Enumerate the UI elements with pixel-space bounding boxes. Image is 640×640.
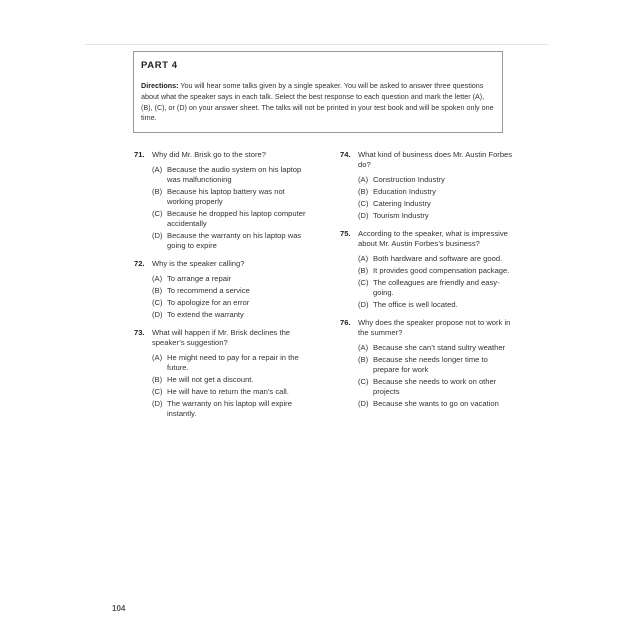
answer-options [358,254,515,310]
directions-box [133,51,503,133]
option-text: It provides good compensation package. [373,266,510,275]
option-letter: (C) [358,199,369,208]
question-stem [340,318,515,338]
option-letter: (B) [152,187,163,196]
option-text: The office is well located. [373,300,458,309]
option-letter: (D) [152,231,163,240]
option-letter: (D) [358,300,369,309]
directions-body: You will hear some talks given by a single speaker. You will be asked to answer three questions about what the speaker says in each talk. Select the best response to each question and mark the letter (A), (B), (C), or (D) on your answer sheet. The talks will not be printed in your test book and will be spoken only one time. [141,81,494,123]
option-text: Education Industry [373,187,436,196]
question-text: Why did Mr. Brisk go to the store? [152,150,266,159]
option-c [358,199,515,209]
option-c [358,377,515,397]
answer-options [358,175,515,221]
option-letter: (A) [358,343,369,352]
top-divider [85,44,548,45]
answer-options [152,274,309,320]
option-b [152,375,309,385]
option-d [152,310,309,320]
option-a [152,353,309,373]
question-stem [134,259,309,269]
option-text: To recommend a service [167,286,250,295]
option-text: Because she needs to work on other projects [373,377,497,396]
option-text: To arrange a repair [167,274,232,283]
question-text: According to the speaker, what is impressive about Mr. Austin Forbes’s business? [358,229,508,248]
question-stem [134,328,309,348]
option-c [152,209,309,229]
question-text: What kind of business does Mr. Austin Forbes do? [358,150,513,169]
option-text: Because the warranty on his laptop was going to expire [167,231,302,250]
question-stem [340,229,515,249]
option-b [152,286,309,296]
right-column [340,150,515,417]
option-b [358,355,515,375]
option-d [152,231,309,251]
option-letter: (C) [152,387,163,396]
question-text: Why is the speaker calling? [152,259,245,268]
directions-label: Directions: [141,81,179,90]
option-text: Because he dropped his laptop computer accidentally [167,209,306,228]
question-text: Why does the speaker propose not to work in the summer? [358,318,511,337]
question-number: 72. [134,259,145,268]
option-letter: (A) [358,175,369,184]
question-stem [134,150,309,160]
option-a [152,165,309,185]
option-a [358,175,515,185]
option-d [358,211,515,221]
option-text: Because she needs longer time to prepare for work [373,355,488,374]
question-stem [340,150,515,170]
option-d [358,399,515,409]
option-letter: (C) [358,377,369,386]
question-72 [134,259,309,320]
option-text: Because she wants to go on vacation [373,399,499,408]
option-a [152,274,309,284]
option-text: The warranty on his laptop will expire instantly. [167,399,292,418]
question-number: 75. [340,229,351,238]
answer-options [358,343,515,409]
question-74 [340,150,515,221]
option-text: To extend the warranty [167,310,244,319]
option-text: He might need to pay for a repair in the future. [167,353,299,372]
option-text: He will not get a discount. [167,375,254,384]
option-letter: (D) [358,211,369,220]
question-text: What will happen if Mr. Brisk declines the speaker’s suggestion? [152,328,291,347]
option-letter: (B) [358,355,369,364]
directions-text [141,81,495,124]
option-letter: (A) [152,274,163,283]
question-75 [340,229,515,310]
option-a [358,254,515,264]
option-b [358,187,515,197]
option-c [152,387,309,397]
question-number: 76. [340,318,351,327]
option-letter: (A) [152,165,163,174]
option-letter: (B) [358,187,369,196]
question-71 [134,150,309,251]
option-b [358,266,515,276]
option-text: He will have to return the man’s call. [167,387,289,396]
option-text: Because his laptop battery was not working properly [167,187,285,206]
option-letter: (A) [152,353,163,362]
part-title: PART 4 [141,60,178,71]
option-text: Tourism Industry [373,211,429,220]
option-letter: (C) [152,298,163,307]
option-text: Catering Industry [373,199,431,208]
option-letter: (B) [152,375,163,384]
option-d [152,399,309,419]
question-number: 73. [134,328,145,337]
option-d [358,300,515,310]
answer-options [152,165,309,251]
option-b [152,187,309,207]
option-text: To apologize for an error [167,298,250,307]
option-c [358,278,515,298]
option-text: Because she can’t stand sultry weather [373,343,506,352]
left-column [134,150,309,427]
question-76 [340,318,515,409]
option-letter: (A) [358,254,369,263]
answer-options [152,353,309,419]
option-letter: (C) [358,278,369,287]
option-letter: (D) [152,399,163,408]
page-number: 104 [112,604,126,613]
option-c [152,298,309,308]
option-text: Because the audio system on his laptop was malfunctioning [167,165,302,184]
option-letter: (D) [358,399,369,408]
option-letter: (B) [358,266,369,275]
question-number: 71. [134,150,145,159]
option-text: The colleagues are friendly and easy-going. [373,278,500,297]
option-text: Both hardware and software are good. [373,254,503,263]
option-letter: (D) [152,310,163,319]
question-73 [134,328,309,419]
option-letter: (B) [152,286,163,295]
question-number: 74. [340,150,351,159]
option-text: Construction Industry [373,175,445,184]
option-letter: (C) [152,209,163,218]
option-a [358,343,515,353]
